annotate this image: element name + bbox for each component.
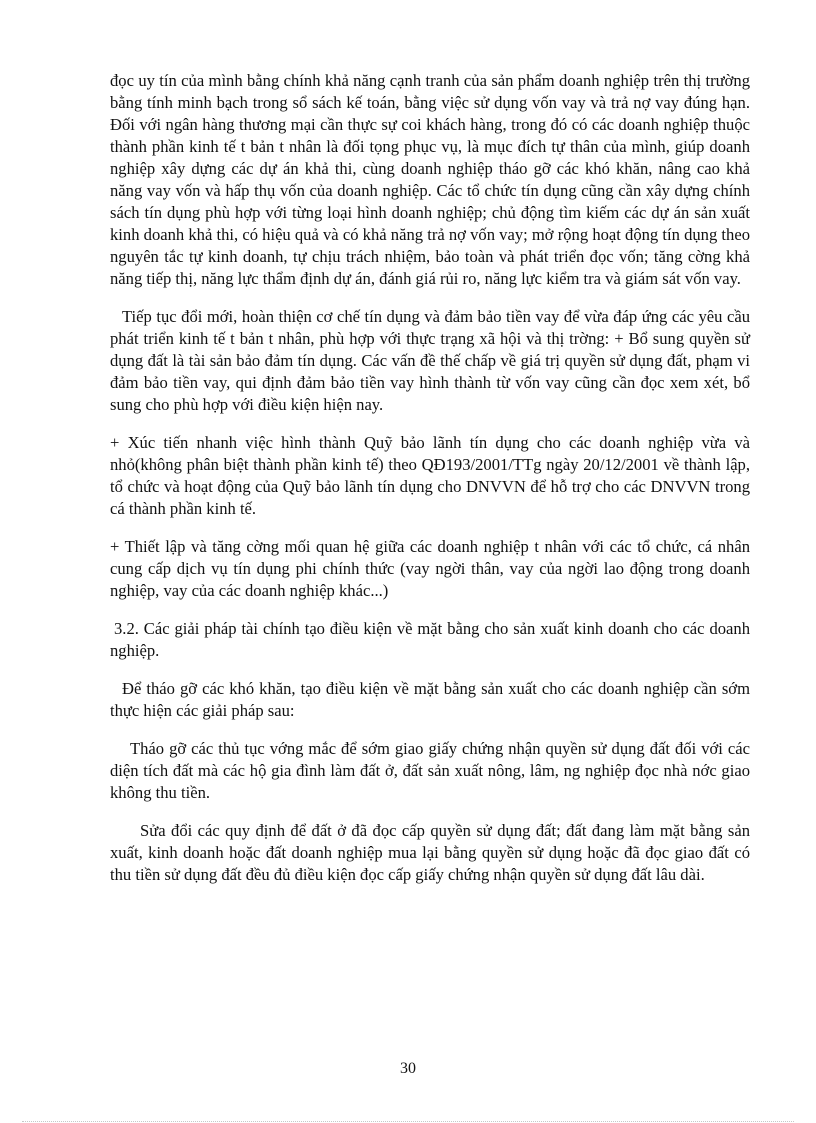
page-number: 30 bbox=[400, 1060, 416, 1077]
paragraph-intro-solutions: Để tháo gỡ các khó khăn, tạo điều kiện về mặt bằng sản xuất cho các doanh nghiệp cần sớm thực hiện các giải pháp sau: bbox=[110, 679, 750, 720]
paragraph-land-certificate: Tháo gỡ các thủ tục vớng mắc để sớm giao giấy chứng nhận quyền sử dụng đất đối với các diện tích đất mà các hộ gia đình làm đất ở, đất sản xuất nông, lâm, ng nghiệp đọc nhà nớc giao không thu tiền. bbox=[110, 739, 750, 802]
paragraph-credit-mechanism: Tiếp tục đổi mới, hoàn thiện cơ chế tín dụng và đảm bảo tiền vay để vừa đáp ứng các yêu cầu phát triển kinh tế t bản t nhân, phù hợp với thực trạng xã hội và thị trờng: + Bổ sung quyền sử dụng đất là tài sản bảo đảm tín dụng. Các vấn đề thế chấp về giá trị quyền sử dụng đất, phạm vi đảm bảo tiền vay, qui định đảm bảo tiền vay hình thành từ vốn vay cũng cần đọc xem xét, bổ sung cho phù hợp với điều kiện hiện nay. bbox=[110, 307, 750, 414]
paragraph-regulation-amendment: Sửa đổi các quy định để đất ở đã đọc cấp quyền sử dụng đất; đất đang làm mặt bằng sản xuất, kinh doanh hoặc đất doanh nghiệp mua lại bằng quyền sử dụng hoặc đã đọc giao đất có thu tiền sử dụng đất đều đủ điều kiện đọc cấp giấy chứng nhận quyền sử dụng đất lâu dài. bbox=[110, 821, 750, 884]
section-heading-3-2: 3.2. Các giải pháp tài chính tạo điều kiện về mặt bằng cho sản xuất kinh doanh cho các doanh nghiệp. bbox=[110, 619, 750, 660]
page-bottom-divider bbox=[22, 1121, 794, 1122]
document-body bbox=[110, 70, 750, 886]
paragraph-guarantee-fund: + Xúc tiến nhanh việc hình thành Quỹ bảo lãnh tín dụng cho các doanh nghiệp vừa và nhỏ(không phân biệt thành phần kinh tế) theo QĐ193/2001/TTg ngày 20/12/2001 về thành lập, tổ chức và hoạt động của Quỹ bảo lãnh tín dụng cho DNVVN để hỗ trợ cho các DNVVN trong cá thành phần kinh tế. bbox=[110, 433, 750, 518]
paragraph-informal-credit: + Thiết lập và tăng cờng mối quan hệ giữa các doanh nghiệp t nhân với các tổ chức, cá nhân cung cấp dịch vụ tín dụng phi chính thức (vay ngời thân, vay của ngời lao động trong doanh nghiệp, vay của các doanh nghiệp khác...) bbox=[110, 537, 750, 600]
paragraph-credit-reputation: đọc uy tín của mình bằng chính khả năng cạnh tranh của sản phẩm doanh nghiệp trên thị trường bằng tính minh bạch trong sổ sách kế toán, bằng việc sử dụng vốn vay và trả nợ vay đúng hạn. Đối với ngân hàng thương mại cần thực sự coi khách hàng, trong đó có các doanh nghiệp thuộc thành phần kinh tế t bản t nhân là đối tọng phục vụ, là mục đích tự thân của mình, giúp doanh nghiệp xây dựng các dự án khả thi, cùng doanh nghiệp tháo gỡ các khó khăn, nâng cao khả năng vay vốn và hấp thụ vốn của doanh nghiệp. Các tổ chức tín dụng cũng cần xây dựng chính sách tín dụng phù hợp với từng loại hình doanh nghiệp; chủ động tìm kiếm các dự án sản xuất kinh doanh khả thi, có hiệu quả và có khả năng trả nợ vốn vay; mở rộng hoạt động tín dụng theo nguyên tắc tự kinh doanh, tự chịu trách nhiệm, bảo toàn và phát triển đọc vốn; tăng cờng khả năng tiếp thị, năng lực thẩm định dự án, đánh giá rủi ro, năng lực kiểm tra và giám sát vốn vay. bbox=[110, 71, 750, 288]
